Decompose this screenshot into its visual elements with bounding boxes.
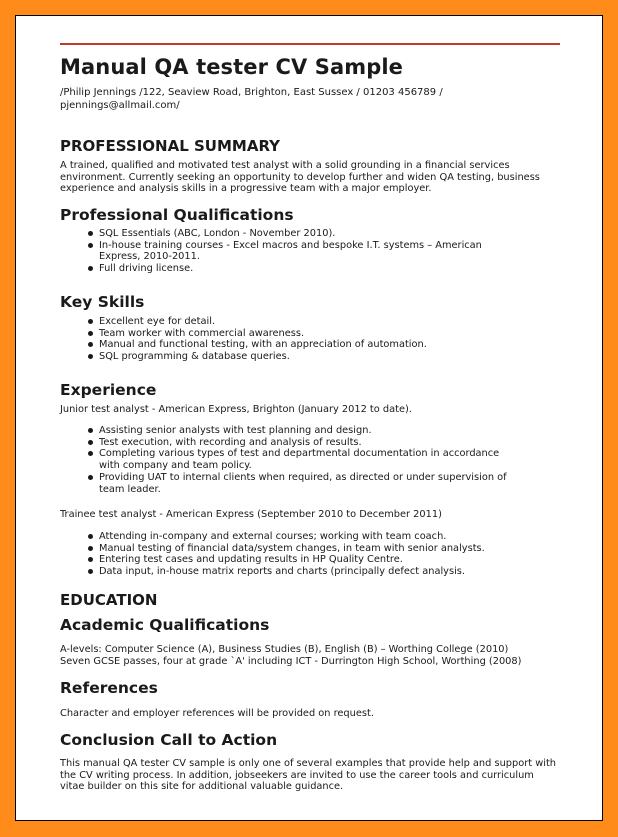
skills-heading: Key Skills [60, 293, 145, 311]
list-item: In-house training courses - Excel macros and bespoke I.T. systems – American Express, 2010-2011. [60, 240, 520, 263]
job1-duties-list [60, 425, 520, 495]
list-item: Team worker with commercial awareness. [60, 328, 520, 340]
contact-details: /Philip Jennings /122, Seaview Road, Brighton, East Sussex / 01203 456789 / pjennings@allmail.com/ [60, 87, 443, 111]
list-item: Entering test cases and updating results in HP Quality Centre. [60, 554, 520, 566]
summary-heading: PROFESSIONAL SUMMARY [60, 137, 281, 155]
references-text: Character and employer references will be provided on request. [60, 708, 374, 719]
qualifications-list [60, 228, 520, 275]
academic-line-gcse: Seven GCSE passes, four at grade `A' including ICT - Durrington High School, Worthing (2008) [60, 656, 522, 667]
summary-text: A trained, qualified and motivated test analyst with a solid grounding in a financial services environment. Currently seeking an opportunity to develop further and widen QA testing, business experience and analysis skills in a progressive team with a major employer. [60, 160, 540, 194]
top-divider [60, 43, 560, 45]
education-heading: EDUCATION [60, 591, 158, 609]
experience-heading: Experience [60, 381, 157, 399]
job1-title: Junior test analyst - American Express, Brighton (January 2012 to date). [60, 404, 412, 415]
job2-title: Trainee test analyst - American Express (September 2010 to December 2011) [60, 509, 442, 520]
conclusion-heading: Conclusion Call to Action [60, 731, 278, 749]
academic-line-alevels: A-levels: Computer Science (A), Business Studies (B), English (B) – Worthing College (2010) [60, 644, 509, 655]
cv-page [15, 15, 603, 821]
skills-list [60, 316, 520, 363]
list-item: Manual testing of financial data/system changes, in team with senior analysts. [60, 543, 520, 555]
list-item: SQL Essentials (ABC, London - November 2010). [60, 228, 520, 240]
job2-duties-list [60, 531, 520, 578]
list-item: Full driving license. [60, 263, 520, 275]
qualifications-heading: Professional Qualifications [60, 206, 294, 224]
list-item: Excellent eye for detail. [60, 316, 520, 328]
list-item: Test execution, with recording and analysis of results. [60, 437, 520, 449]
list-item: Data input, in-house matrix reports and charts (principally defect analysis. [60, 566, 520, 578]
list-item: SQL programming & database queries. [60, 351, 520, 363]
academic-heading: Academic Qualifications [60, 616, 270, 634]
conclusion-text: This manual QA tester CV sample is only one of several examples that provide help and support with the CV writing process. In addition, jobseekers are invited to use the career tools and curriculum vitae builder on this site for additional valuable guidance. [60, 758, 556, 792]
list-item: Providing UAT to internal clients when required, as directed or under supervision of team leader. [60, 472, 520, 495]
list-item: Manual and functional testing, with an appreciation of automation. [60, 339, 520, 351]
list-item: Completing various types of test and departmental documentation in accordance with company and team policy. [60, 448, 520, 471]
references-heading: References [60, 679, 158, 697]
document-title: Manual QA tester CV Sample [60, 55, 404, 79]
list-item: Assisting senior analysts with test planning and design. [60, 425, 520, 437]
list-item: Attending in-company and external courses; working with team coach. [60, 531, 520, 543]
